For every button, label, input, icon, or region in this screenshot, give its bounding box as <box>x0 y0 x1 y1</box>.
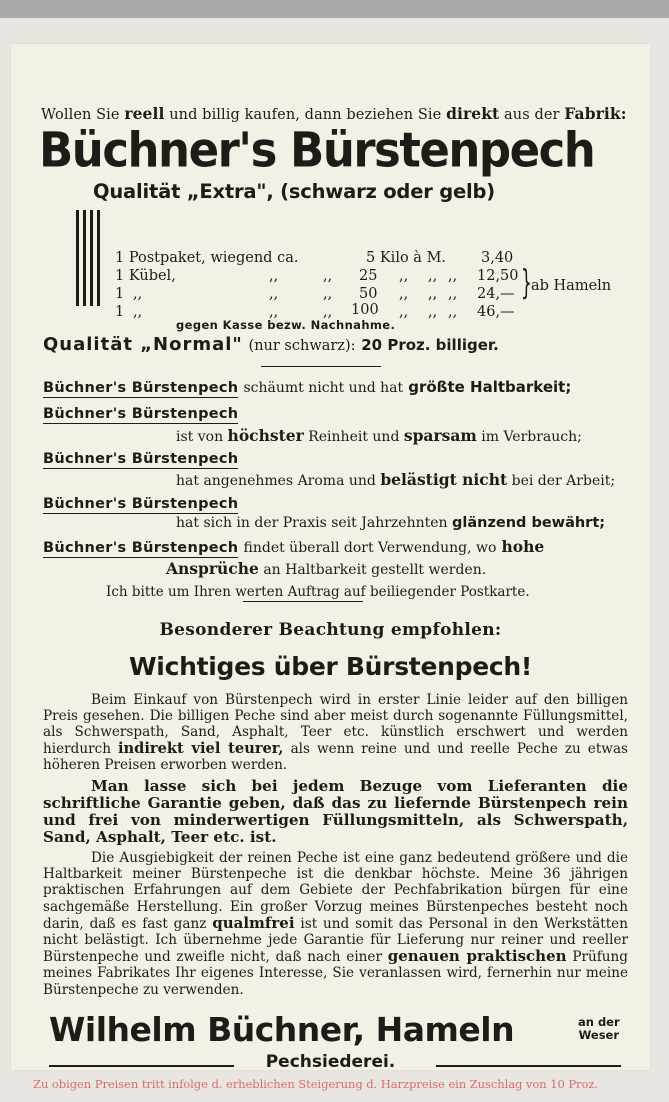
divider-2 <box>243 601 363 602</box>
paragraph-2 <box>43 778 628 846</box>
payment-terms: gegen Kasse bezw. Nachnahme. <box>176 318 396 332</box>
claim-4-brand <box>43 493 238 512</box>
claim-3 <box>176 470 615 489</box>
price-row-4-ditto2: ,, <box>323 304 333 320</box>
ab-hameln-label: ab Hameln <box>531 278 612 294</box>
claim-4 <box>176 515 605 531</box>
quality-normal-paren: (nur schwarz): <box>248 338 356 354</box>
claim-5-emph-2: Ansprüche <box>166 559 259 578</box>
price-row-3-unit: ,, <box>399 286 409 302</box>
intro-emph-direkt: direkt <box>446 104 500 123</box>
price-row-3-ditto1: ,, <box>269 286 279 302</box>
price-row-2-ditto1: ,, <box>269 268 279 284</box>
price-row-1-price: 3,40 <box>481 250 514 266</box>
intro-text-3: aus der <box>504 107 560 123</box>
paragraph-1 <box>43 692 628 773</box>
price-row-4: 1 <box>115 304 125 320</box>
paragraph-3-emph-2: genauen praktischen <box>387 947 567 966</box>
brand-inline: Büchner's Bürstenpech <box>43 496 239 512</box>
intro-emph-reell: reell <box>124 104 165 123</box>
price-row-3-kilo: 50 <box>359 286 378 302</box>
claim-3-text-2: bei der Arbeit; <box>511 473 616 489</box>
an-der-label: an der <box>578 1015 620 1029</box>
claim-2-text-3: im Verbrauch; <box>481 429 582 445</box>
price-row-3-a: ,, <box>428 286 438 302</box>
paragraph-1-text: Beim Einkauf von Bürstenpech wird in erster Linie leider auf den billigen Preis gesehen. Die billigen Peche sind aber meist durch sogenannte Füllungsmittel, als Schwerspath, Sand, Asphalt, Teer etc. künstlich erschwert und werden hierdurch <box>43 692 628 757</box>
brand-inline: Büchner's Bürstenpech <box>43 380 239 396</box>
claim-2-text-2: Reinheit und <box>308 429 400 445</box>
claim-2 <box>176 426 582 445</box>
price-row-3-ditto2: ,, <box>323 286 333 302</box>
claim-5-text-2: an Haltbarkeit gestellt werden. <box>263 562 487 578</box>
claim-5-emph: hohe <box>501 537 545 556</box>
divider-1 <box>261 366 381 367</box>
price-row-4-ditto1: ,, <box>269 304 279 320</box>
paragraph-1-emph: indirekt viel teurer, <box>118 739 284 757</box>
price-row-2-price: 12,50 <box>477 268 519 284</box>
intro-line <box>41 104 627 123</box>
price-row-3-item: ,, <box>133 286 143 302</box>
order-request: Ich bitte um Ihren werten Auftrag auf beiliegender Postkarte. <box>106 584 530 600</box>
weser-label: Weser <box>578 1028 620 1042</box>
brand-inline: Büchner's Bürstenpech <box>43 406 239 422</box>
price-list-bars <box>76 210 102 306</box>
price-surcharge-stamp: Zu obigen Preisen tritt infolge d. erheblichen Steigerung d. Harzpreise ein Zuschlag von 10 Proz. <box>33 1077 598 1091</box>
company-location <box>578 1016 620 1042</box>
price-row-4-a: ,, <box>428 304 438 320</box>
price-row-2: 1 Kübel, <box>115 268 176 284</box>
paragraph-3 <box>43 850 628 998</box>
claim-5-text: findet überall dort Verwendung, wo <box>243 540 497 556</box>
price-row-4-m: ,, <box>448 304 458 320</box>
recommendation-heading: Besonderer Beachtung empfohlen: <box>159 620 502 640</box>
price-row-1: 1 Postpaket, wiegend ca. <box>115 250 299 266</box>
claim-2-emph-2: sparsam <box>403 426 477 445</box>
quality-extra-heading: Qualität „Extra", (schwarz oder gelb) <box>93 180 495 203</box>
claim-2-brand <box>43 403 238 422</box>
price-row-2-m: ,, <box>448 268 458 284</box>
paragraph-1-text-2: als wenn reine und und reelle Peche zu etwas höheren Preisen erworben werden. <box>43 740 629 773</box>
quality-normal-line <box>43 334 499 355</box>
price-row-2-unit: ,, <box>399 268 409 284</box>
price-row-2-ditto2: ,, <box>323 268 333 284</box>
brace-mark: } <box>521 263 532 303</box>
paragraph-3-emph: qualmfrei <box>212 913 295 932</box>
brand-title: Büchner's Bürstenpech <box>39 122 595 179</box>
brand-inline: Büchner's Bürstenpech <box>43 451 239 467</box>
paragraph-3-text: Die Ausgiebigkeit der reinen Peche ist eine ganz bedeutend größere und die Haltbarkeit meiner Bürstenpeche ist die denkbar höchste. Meine 36 jährigen praktischen Erfahrungen auf dem Gebiete der Pechfabrikation bürgen für eine sachgemäße Herstellung. Ein großer Vorzug meines Bürstenpeches besteht noch darin, daß es fast ganz <box>43 850 628 932</box>
claim-2-emph: höchster <box>227 426 304 445</box>
claim-4-text: hat sich in der Praxis seit Jahrzehnten <box>176 515 448 531</box>
quality-normal-label: Qualität „Normal" <box>43 334 243 355</box>
paragraph-3-text-2: ist und somit das Personal in den Werkstätten nicht belästigt. Ich übernehme jede Garantie für Lieferung nur reiner und reeller Bürstenpeche und zweifle nicht, daß nach einer <box>43 915 628 966</box>
claim-1-text: schäumt nicht und hat <box>243 380 404 396</box>
pechsiederei-label: Pechsiederei. <box>265 1052 396 1072</box>
claim-1 <box>43 377 571 396</box>
intro-emph-fabrik: Fabrik: <box>564 104 627 123</box>
brand-inline: Büchner's Bürstenpech <box>43 540 239 556</box>
price-row-1-kilo: 5 Kilo à M. <box>366 250 447 266</box>
price-row-3: 1 <box>115 286 125 302</box>
claim-2-text: ist von <box>176 429 224 445</box>
price-row-4-price: 46,— <box>477 304 515 320</box>
claim-5 <box>43 537 544 556</box>
price-row-4-item: ,, <box>133 304 143 320</box>
price-row-2-kilo: 25 <box>359 268 378 284</box>
price-row-4-unit: ,, <box>399 304 409 320</box>
intro-text: Wollen Sie <box>41 107 120 123</box>
quality-normal-discount: 20 Proz. billiger. <box>361 336 499 354</box>
price-row-3-price: 24,— <box>477 286 515 302</box>
flyer-page <box>11 44 650 1091</box>
paragraph-2-text: Man lasse sich bei jedem Bezuge vom Lieferanten die schriftliche Garantie geben, daß das zu liefernde Bürstenpech rein und frei von minderwertigen Füllungsmitteln, als Schwerspath, Sand, Asphalt, Teer etc. ist. <box>43 777 628 846</box>
company-name: Wilhelm Büchner, Hameln <box>49 1010 515 1049</box>
claim-3-text: hat angenehmes Aroma und <box>176 473 376 489</box>
paragraph-3-text-3: Prüfung meines Fabrikates Ihr eigenes Interesse, Sie veranlassen wird, fernerhin nur meine Bürstenpeche zu verwenden. <box>43 949 628 998</box>
top-bar <box>0 0 669 18</box>
claim-4-emph: glänzend bewährt; <box>451 515 606 531</box>
claim-3-brand <box>43 448 238 467</box>
important-heading: Wichtiges über Bürstenpech! <box>129 652 532 681</box>
price-row-2-a: ,, <box>428 268 438 284</box>
intro-text-2: und billig kaufen, dann beziehen Sie <box>169 107 442 123</box>
price-row-3-m: ,, <box>448 286 458 302</box>
claim-3-emph: belästigt nicht <box>380 470 508 489</box>
price-row-4-kilo: 100 <box>351 302 379 318</box>
claim-1-emph: größte Haltbarkeit; <box>408 378 572 396</box>
claim-5-cont <box>166 559 486 578</box>
